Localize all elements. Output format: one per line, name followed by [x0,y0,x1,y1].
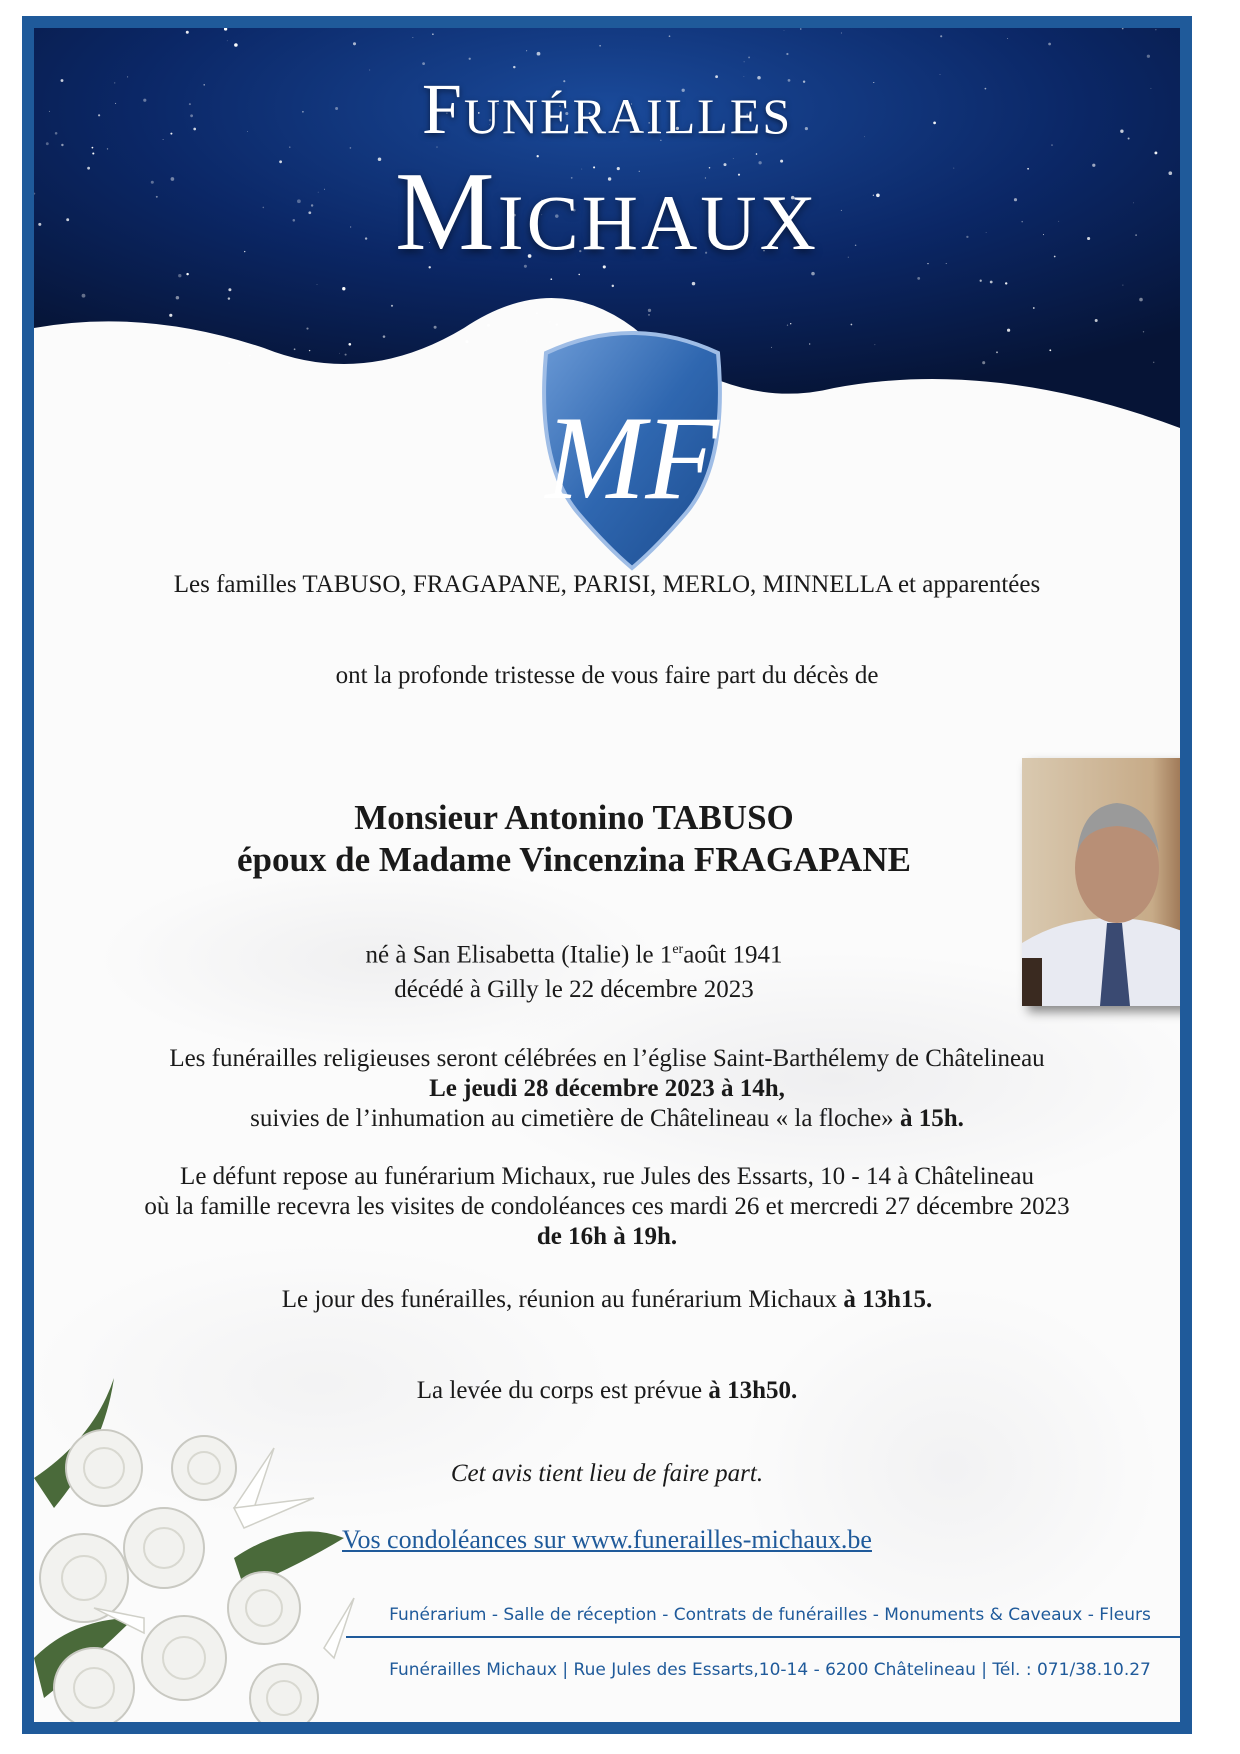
star [413,37,414,38]
star [1155,29,1156,30]
star [526,50,527,51]
star [1143,331,1144,332]
star [122,327,123,328]
star [809,343,810,344]
star [345,354,347,356]
star [980,280,982,282]
star [526,340,527,341]
ceremony-date: Le jeudi 28 décembre 2023 à 14h, [429,1075,785,1102]
condolences-link[interactable]: Vos condoléances sur www.funerailles-michaux.be [342,1525,872,1554]
star [537,52,541,56]
star [996,351,998,353]
star [353,42,356,45]
star [748,56,750,58]
star [536,312,538,314]
star [875,344,876,345]
star [306,328,308,330]
birth-line: né à San Elisabetta (Italie) le 1eraoût 1941 [365,941,783,969]
star [1147,55,1150,58]
star [599,45,601,47]
star [786,53,788,55]
star [784,30,785,31]
star [648,314,649,315]
star [1139,298,1143,302]
star [339,353,340,354]
star [787,325,788,326]
spouse-line: époux de Madame Vincenzina FRAGAPANE [236,840,912,879]
star [917,277,920,280]
footer-services: Funérarium - Salle de réception - Contrats de funérailles - Monuments & Caveaux - Fleurs [389,1605,1151,1625]
star [1095,319,1098,322]
star [851,324,853,326]
star [348,343,351,346]
star [982,361,985,364]
death-line: décédé à Gilly le 22 décembre 2023 [394,976,754,1004]
star [294,348,296,350]
ceremony-line1: Les funérailles religieuses seront célébrées en l’église Saint-Barthélemy de Châtelineau [169,1045,1045,1072]
visitation-line2: où la famille recevra les visites de condoléances ces mardi 26 et mercredi 27 décembre 2023 [144,1193,1070,1220]
star [434,326,437,329]
logo-letters: MF [545,391,719,524]
star [550,278,552,280]
star [1153,362,1154,363]
star [487,324,490,327]
footer-divider [346,1636,1184,1638]
star [432,33,433,34]
star [800,28,801,29]
birth-death-dates [34,932,1114,1007]
star [422,62,425,65]
star [940,35,942,37]
star [990,281,993,284]
star [82,294,86,298]
mf-shield-logo [536,323,728,573]
star [228,362,230,364]
notice-line: Cet avis tient lieu de faire part. [450,1460,764,1487]
star [469,58,471,60]
star [1122,285,1123,286]
star [317,284,318,285]
star [692,282,696,286]
star [342,287,345,290]
star [744,61,745,62]
star [186,31,189,34]
levee-line: La levée du corps est prévue à 13h50. [416,1377,798,1404]
portrait-photo [1022,758,1192,1006]
star [391,305,393,307]
white-flowers-decoration [34,1358,364,1734]
star [371,367,372,368]
star [1033,307,1035,309]
star [790,323,791,324]
star [465,340,468,343]
star [1049,349,1051,351]
star [771,347,772,348]
ceremony-burial: suivies de l’inhumation au cimetière de Châtelineau « la floche» à 15h. [250,1105,964,1132]
star [1005,282,1007,284]
footer-address: Funérailles Michaux | Rue Jules des Essarts,10-14 - 6200 Châtelineau | Tél. : 071/38.10.27 [389,1660,1151,1680]
star [580,305,582,307]
notice-frame [22,16,1192,1734]
deceased-name: Monsieur Antonino TABUSO [354,798,794,837]
star [1048,43,1051,46]
families-line: Les familles TABUSO, FRAGAPANE, PARISI, MERLO, MINNELLA et apparentées [173,571,1041,598]
star [228,288,231,291]
intro-line: ont la profonde tristesse de vous faire part du décès de [335,662,879,689]
star [37,359,40,362]
star [234,43,238,47]
brand-title-line2: Michaux [395,150,819,274]
star [169,314,172,317]
star [228,297,230,299]
visitation-line1: Le défunt repose au funérarium Michaux, rue Jules des Essarts, 10 - 14 à Châtelineau [180,1163,1034,1190]
star [612,285,614,287]
star [249,355,250,356]
star [383,335,386,338]
star [1007,38,1008,39]
star [669,35,671,37]
star [176,296,179,299]
visitation-hours: de 16h à 19h. [536,1223,678,1250]
star [1007,329,1010,332]
meeting-line: Le jour des funérailles, réunion au funérarium Michaux à 13h15. [281,1286,933,1313]
star [227,40,228,41]
star [309,350,310,351]
star [648,309,651,312]
star [841,32,842,33]
brand-title-line1: Funérailles [421,69,793,149]
